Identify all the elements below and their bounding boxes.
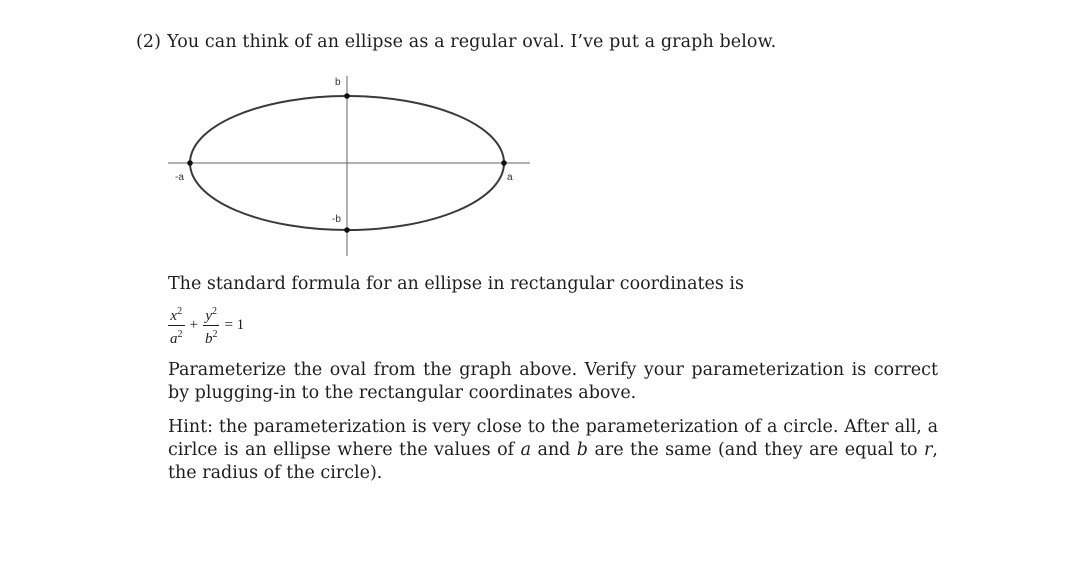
equals-one: = 1	[224, 317, 245, 333]
label-a: a	[507, 172, 513, 183]
ellipse-graph	[160, 68, 540, 260]
point-neg-b	[344, 227, 350, 233]
point-b	[344, 93, 350, 99]
hint-text: Hint: the parameterization is very close to the parameterization of a circle. After all, a cirlce is an ellipse where the values of a and b are the same (and they are equal to r, the radius of the circle).	[168, 417, 938, 483]
point-a	[501, 160, 507, 166]
problem-heading	[136, 32, 776, 52]
label-b: b	[335, 77, 341, 88]
intro-text: The standard formula for an ellipse in rectangular coordinates is	[168, 274, 745, 294]
problem-statement: You can think of an ellipse as a regular oval. I’ve put a graph below.	[167, 32, 777, 52]
point-neg-a	[187, 160, 193, 166]
label-neg-b: -b	[332, 214, 341, 225]
y-fraction: $\frac{y^2}{b^2}$	[204, 306, 218, 347]
plus-sign: +	[189, 317, 198, 333]
ellipse-formula	[168, 303, 244, 348]
problem-number: (2)	[136, 32, 162, 52]
x-fraction: $\frac{x^2}{a^2}$	[170, 306, 183, 347]
task-text: Parameterize the oval from the graph above. Verify your parameterization is correct by plugging-in to the rectangular coordinates above.	[168, 360, 938, 403]
label-neg-a: -a	[175, 172, 184, 183]
